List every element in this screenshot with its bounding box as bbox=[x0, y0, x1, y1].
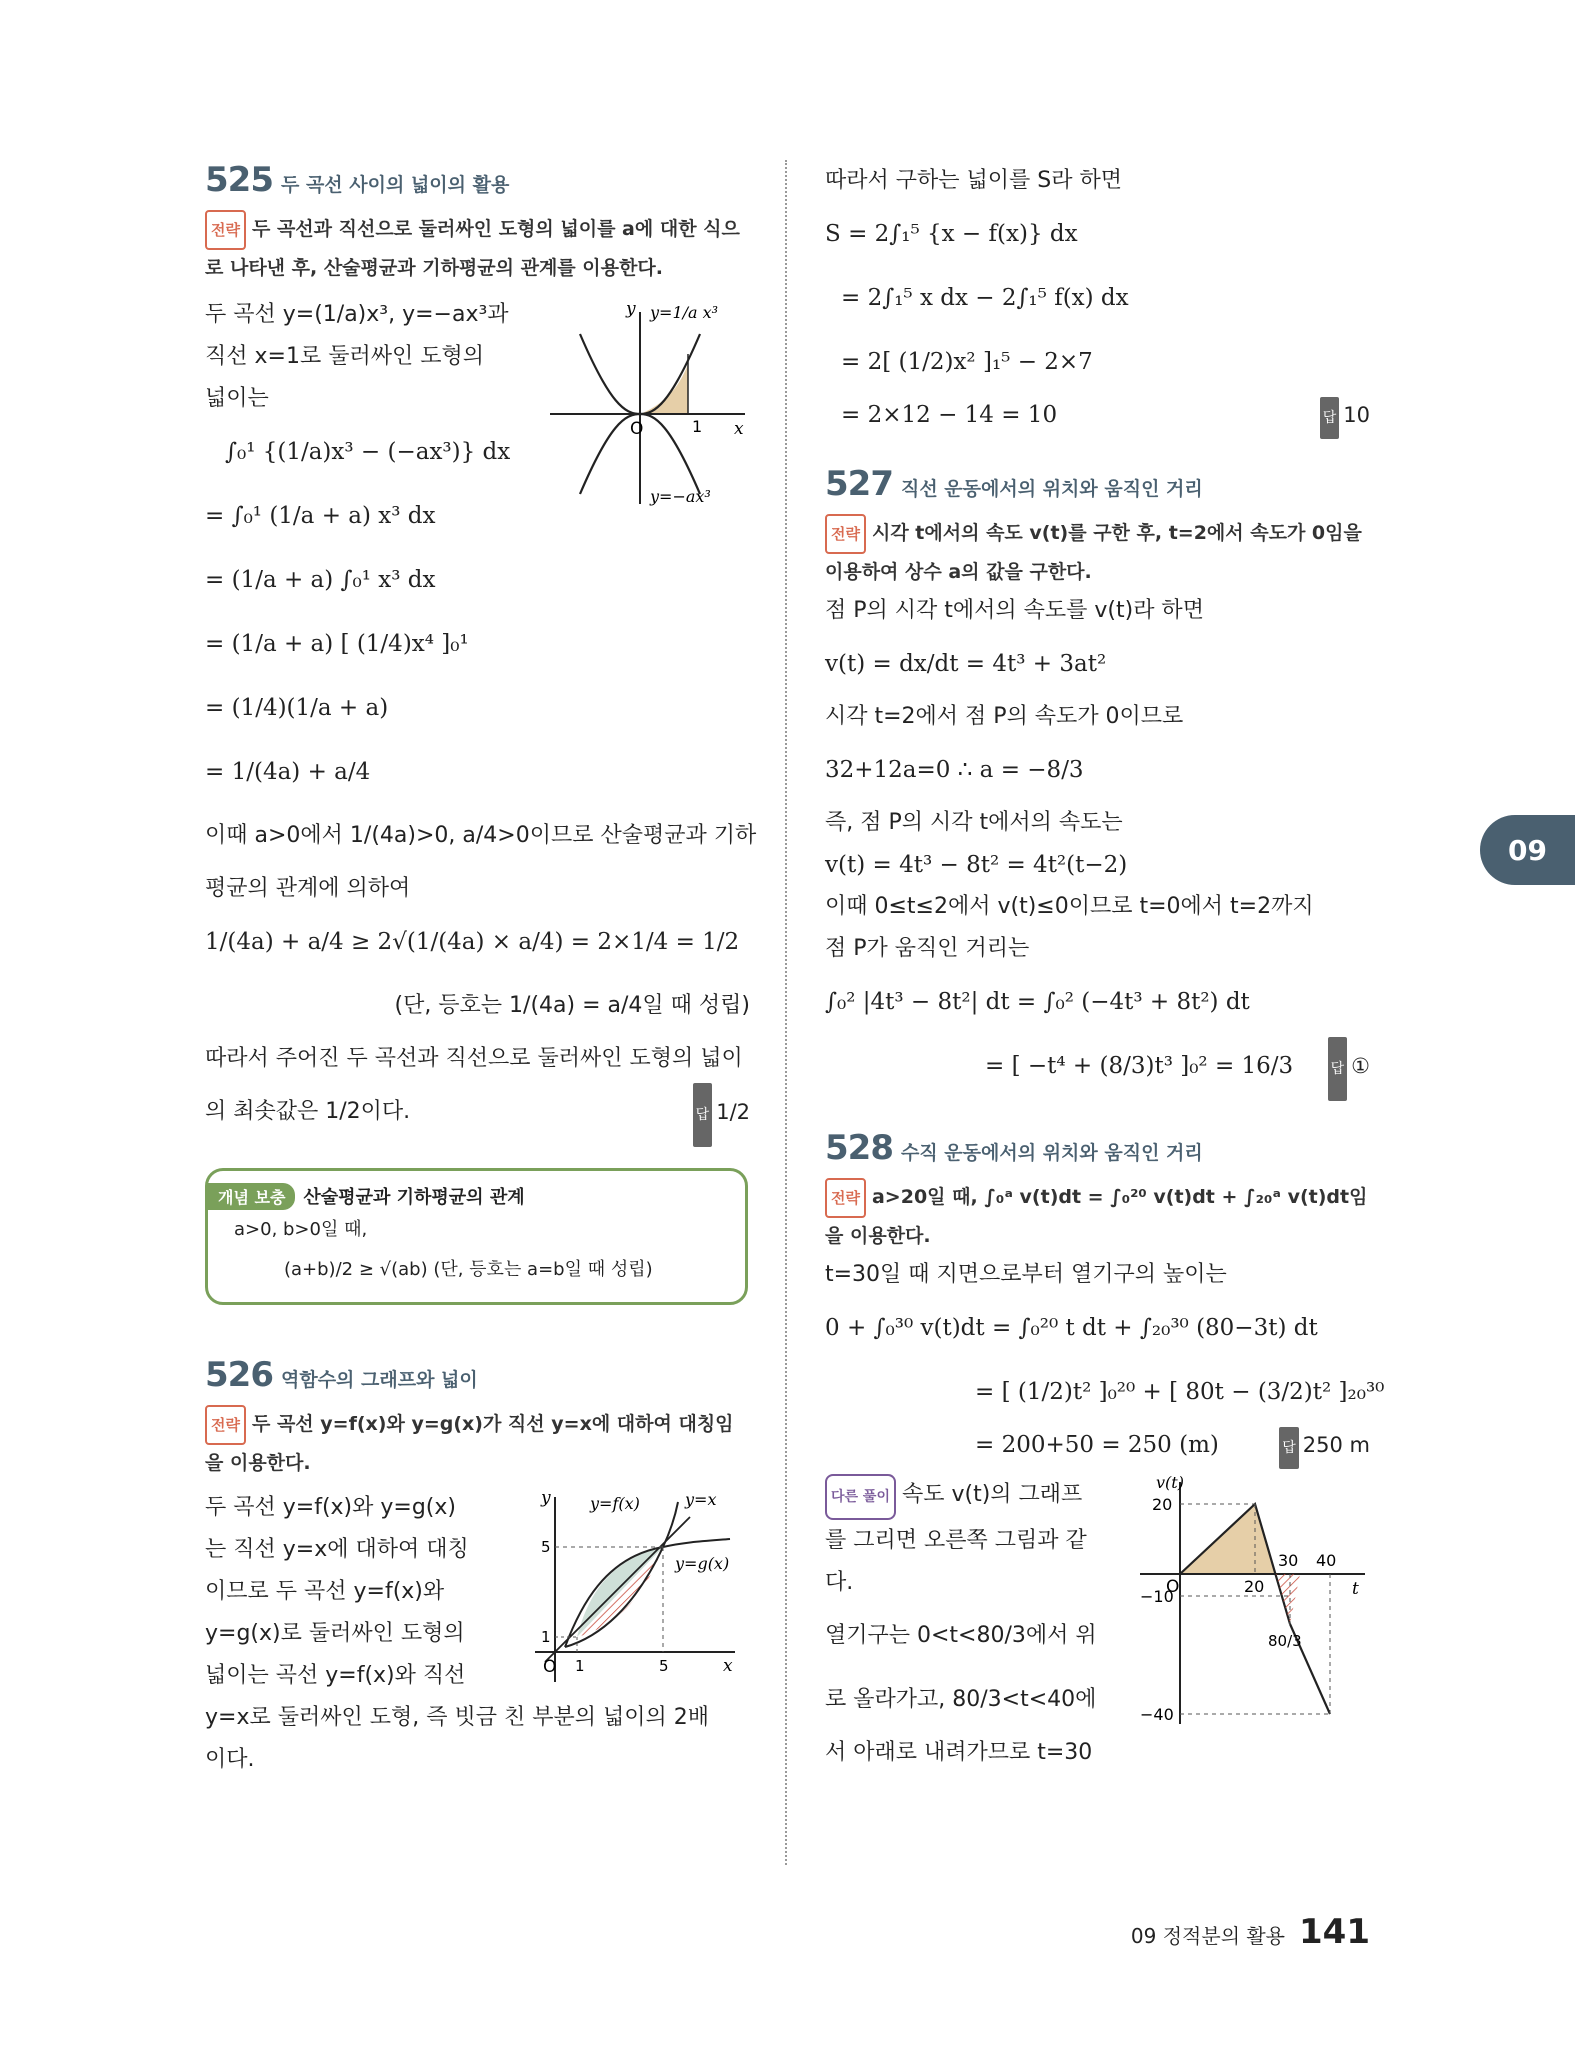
alternative-solution bbox=[825, 1474, 1370, 1774]
tick-label: 1 bbox=[541, 1628, 551, 1646]
problem-525 bbox=[205, 160, 757, 1305]
tick-label: 30 bbox=[1278, 1551, 1299, 1570]
problem-title: 역함수의 그래프와 넓이 bbox=[280, 1369, 478, 1391]
strategy-tag: 전략 bbox=[825, 514, 866, 554]
tick-label: 20 bbox=[1152, 1495, 1173, 1514]
answer-value: 10 bbox=[1343, 403, 1370, 427]
problem-title: 두 곡선 사이의 넓이의 활용 bbox=[280, 174, 510, 196]
strategy bbox=[825, 514, 1370, 590]
solution-line: 32+12a=0 ∴ a = −8/3 bbox=[825, 757, 1084, 783]
solution-line: 시각 t=2에서 점 P의 속도가 0이므로 bbox=[825, 704, 1184, 729]
solution-line: 따라서 주어진 두 곡선과 직선으로 둘러싸인 도형의 넓이 bbox=[205, 1046, 743, 1071]
problem-526-continued bbox=[825, 160, 1370, 436]
problem-525-body bbox=[205, 294, 757, 1144]
solution-line: = (1/a + a) [ (1/4)x⁴ ]₀¹ bbox=[205, 631, 469, 657]
concept-line: a>0, b>0일 때, bbox=[234, 1219, 368, 1240]
solution-line: t=30일 때 지면으로부터 열기구의 높이는 bbox=[825, 1262, 1227, 1287]
strategy-tag: 전략 bbox=[205, 210, 246, 250]
solution-line: 로 올라가고, 80/3<t<40에 bbox=[825, 1687, 1097, 1712]
concept-tag: 개념 보충 bbox=[208, 1183, 295, 1210]
answer-mark: 답 bbox=[693, 1083, 713, 1147]
strategy-tag: 전략 bbox=[825, 1178, 866, 1218]
problem-526 bbox=[205, 1355, 750, 1781]
strategy-text: 두 곡선과 직선으로 둘러싸인 도형의 넓이를 a에 대한 식으로 나타낸 후, 산술평균과 기하평균의 관계를 이용한다. bbox=[205, 218, 740, 279]
problem-number: 526 bbox=[205, 1355, 273, 1395]
solution-line: y=g(x)로 둘러싸인 도형의 bbox=[205, 1621, 465, 1646]
solution-line: ∫₀² |4t³ − 8t²| dt = ∫₀² (−4t³ + 8t²) dt bbox=[825, 989, 1250, 1015]
problem-number: 528 bbox=[825, 1128, 893, 1168]
problem-title: 수직 운동에서의 위치와 움직인 거리 bbox=[900, 1142, 1203, 1164]
solution-text: = 200+50 = 250 (m) bbox=[975, 1432, 1219, 1458]
page-number: 141 bbox=[1299, 1912, 1370, 1952]
problem-525-header bbox=[205, 160, 750, 200]
answer bbox=[1320, 394, 1370, 439]
origin-label: O bbox=[630, 419, 644, 439]
tick-label: 1 bbox=[575, 1657, 585, 1675]
curve-label: y=f(x) bbox=[590, 1494, 640, 1513]
strategy-tag: 전략 bbox=[205, 1405, 246, 1445]
concept-line: (a+b)/2 ≥ √(ab) (단, 등호는 a=b일 때 성립) bbox=[284, 1259, 653, 1280]
solution-line: 는 직선 y=x에 대하여 대칭 bbox=[205, 1537, 469, 1562]
solution-line: = [ (1/2)t² ]₀²⁰ + [ 80t − (3/2)t² ]₂₀³⁰ bbox=[975, 1379, 1385, 1405]
tick-label: 20 bbox=[1244, 1577, 1265, 1596]
answer bbox=[1328, 1034, 1370, 1101]
answer-mark: 답 bbox=[1328, 1037, 1348, 1101]
answer-value: 1/2 bbox=[716, 1100, 750, 1124]
solution-line: y=x로 둘러싸인 도형, 즉 빗금 친 부분의 넓이의 2배 bbox=[205, 1705, 709, 1730]
concept-title: 산술평균과 기하평균의 관계 bbox=[303, 1187, 525, 1208]
tick-label: −40 bbox=[1140, 1705, 1174, 1724]
solution-line: 두 곡선 y=(1/a)x³, y=−ax³과 bbox=[205, 302, 509, 327]
problem-526-body bbox=[205, 1487, 750, 1781]
other-solution-tag: 다른 풀이 bbox=[825, 1474, 896, 1520]
solution-text: = [ −t⁴ + (8/3)t³ ]₀² = 16/3 bbox=[985, 1053, 1294, 1079]
tick-label: 1 bbox=[692, 417, 703, 436]
solution-line: 1/(4a) + a/4 ≥ 2√(1/(4a) × a/4) = 2×1/4 = 1/2 bbox=[205, 929, 740, 955]
v-axis-label: v(t) bbox=[1156, 1474, 1184, 1492]
solution-line bbox=[825, 1424, 1370, 1466]
solution-line: 를 그리면 오른쪽 그림과 같 bbox=[825, 1528, 1087, 1553]
solution-line: 직선 x=1로 둘러싸인 도형의 bbox=[205, 344, 484, 369]
solution-line: 이때 a>0에서 1/(4a)>0, a/4>0이므로 산술평균과 기하 bbox=[205, 823, 757, 848]
problem-title: 직선 운동에서의 위치와 움직인 거리 bbox=[900, 478, 1203, 500]
problem-528 bbox=[825, 1128, 1385, 1774]
problem-528-header bbox=[825, 1128, 1370, 1168]
tick-label: −10 bbox=[1140, 1587, 1174, 1606]
solution-text: 속도 v(t)의 그래프 bbox=[901, 1482, 1083, 1507]
page-footer bbox=[1131, 1912, 1370, 1952]
origin-label: O bbox=[543, 1657, 557, 1677]
tick-label: 5 bbox=[659, 1657, 669, 1675]
curve-label: y=−ax³ bbox=[650, 487, 711, 506]
solution-line: 즉, 점 P의 시각 t에서의 속도는 bbox=[825, 810, 1123, 835]
solution-line: = ∫₀¹ (1/a + a) x³ dx bbox=[205, 503, 436, 529]
problem-number: 525 bbox=[205, 160, 273, 200]
problem-527-header bbox=[825, 464, 1370, 504]
strategy bbox=[205, 210, 750, 286]
strategy-text: 두 곡선 y=f(x)와 y=g(x)가 직선 y=x에 대하여 대칭임을 이용한다. bbox=[205, 1413, 734, 1474]
solution-line: = 2[ (1/2)x² ]₁⁵ − 2×7 bbox=[841, 349, 1093, 375]
problem-number: 527 bbox=[825, 464, 893, 504]
concept-box bbox=[205, 1168, 748, 1305]
column-divider bbox=[785, 160, 787, 1865]
solution-line bbox=[825, 394, 1370, 436]
solution-line: 넓이는 bbox=[205, 386, 269, 411]
solution-line: 이다. bbox=[205, 1747, 255, 1772]
solution-line: v(t) = 4t³ − 8t² = 4t²(t−2) bbox=[825, 852, 1128, 878]
solution-line: 서 아래로 내려가므로 t=30 bbox=[825, 1740, 1093, 1765]
solution-line: 이므로 두 곡선 y=f(x)와 bbox=[205, 1579, 445, 1604]
strategy bbox=[205, 1405, 750, 1481]
tick-label: 80/3 bbox=[1268, 1632, 1302, 1650]
solution-line: v(t) = dx/dt = 4t³ + 3at² bbox=[825, 651, 1107, 677]
tick-label: 5 bbox=[541, 1538, 551, 1556]
solution-text: 의 최솟값은 1/2이다. bbox=[205, 1099, 411, 1124]
x-axis-label: x bbox=[734, 419, 744, 439]
solution-line: 평균의 관계에 의하여 bbox=[205, 876, 411, 901]
strategy-text: a>20일 때, ∫₀ᵃ v(t)dt = ∫₀²⁰ v(t)dt + ∫₂₀ᵃ v(t)dt임을 이용한다. bbox=[825, 1186, 1368, 1247]
problem-527 bbox=[825, 464, 1370, 1098]
chapter-side-tab: 09 bbox=[1480, 815, 1575, 885]
answer-mark: 답 bbox=[1279, 1427, 1299, 1469]
tick-label: 40 bbox=[1316, 1551, 1337, 1570]
solution-line: ∫₀¹ {(1/a)x³ − (−ax³)} dx bbox=[225, 439, 511, 465]
solution-line: 다. bbox=[825, 1570, 854, 1595]
problem-526-header bbox=[205, 1355, 750, 1395]
answer-mark: 답 bbox=[1320, 397, 1340, 439]
strategy bbox=[825, 1178, 1370, 1254]
solution-line: = 2∫₁⁵ x dx − 2∫₁⁵ f(x) dx bbox=[841, 285, 1129, 311]
strategy-text: 시각 t에서의 속도 v(t)를 구한 후, t=2에서 속도가 0임을 이용하여 상수 a의 값을 구한다. bbox=[825, 522, 1362, 583]
solution-line: = (1/4)(1/a + a) bbox=[205, 695, 389, 721]
solution-line: 점 P가 움직인 거리는 bbox=[825, 936, 1030, 961]
t-axis-label: t bbox=[1352, 1579, 1359, 1599]
answer-value: 250 m bbox=[1302, 1433, 1370, 1457]
solution-line: 점 P의 시각 t에서의 속도를 v(t)라 하면 bbox=[825, 598, 1204, 623]
solution-line: 따라서 구하는 넓이를 S라 하면 bbox=[825, 168, 1122, 193]
solution-line: 두 곡선 y=f(x)와 y=g(x) bbox=[205, 1495, 456, 1520]
solution-line: 열기구는 0<t<80/3에서 위 bbox=[825, 1623, 1097, 1648]
solution-line: 0 + ∫₀³⁰ v(t)dt = ∫₀²⁰ t dt + ∫₂₀³⁰ (80−3t) dt bbox=[825, 1315, 1318, 1341]
chapter-title: 09 정적분의 활용 bbox=[1130, 1924, 1286, 1948]
solution-line: 이때 0≤t≤2에서 v(t)≤0이므로 t=0에서 t=2까지 bbox=[825, 894, 1314, 919]
right-column bbox=[825, 160, 1385, 1774]
left-column bbox=[205, 160, 757, 1781]
velocity-graph bbox=[1130, 1474, 1370, 1729]
line-label: y=x bbox=[685, 1490, 717, 1509]
solution-line: 넓이는 곡선 y=f(x)와 직선 bbox=[205, 1663, 466, 1688]
curve-label: y=1/a x³ bbox=[650, 303, 719, 322]
answer bbox=[1279, 1424, 1370, 1469]
cubic-curves-graph bbox=[550, 294, 750, 509]
curve-label: y=g(x) bbox=[675, 1554, 730, 1573]
x-axis-label: x bbox=[723, 1656, 733, 1676]
solution-line bbox=[205, 1080, 750, 1144]
y-axis-label: y bbox=[541, 1488, 551, 1508]
solution-line bbox=[825, 1034, 1370, 1098]
y-axis-label: y bbox=[626, 299, 636, 319]
solution-line: = (1/a + a) ∫₀¹ x³ dx bbox=[205, 567, 436, 593]
answer-value: ① bbox=[1351, 1054, 1370, 1078]
solution-line: = 1/(4a) + a/4 bbox=[205, 759, 371, 785]
solution-line: (단, 등호는 1/(4a) = a/4일 때 성립) bbox=[394, 993, 750, 1018]
solution-line: S = 2∫₁⁵ {x − f(x)} dx bbox=[825, 221, 1078, 247]
origin-label: O bbox=[1166, 1577, 1180, 1597]
solution-text: = 2×12 − 14 = 10 bbox=[841, 402, 1058, 428]
inverse-function-graph bbox=[535, 1487, 750, 1687]
answer bbox=[693, 1080, 750, 1147]
